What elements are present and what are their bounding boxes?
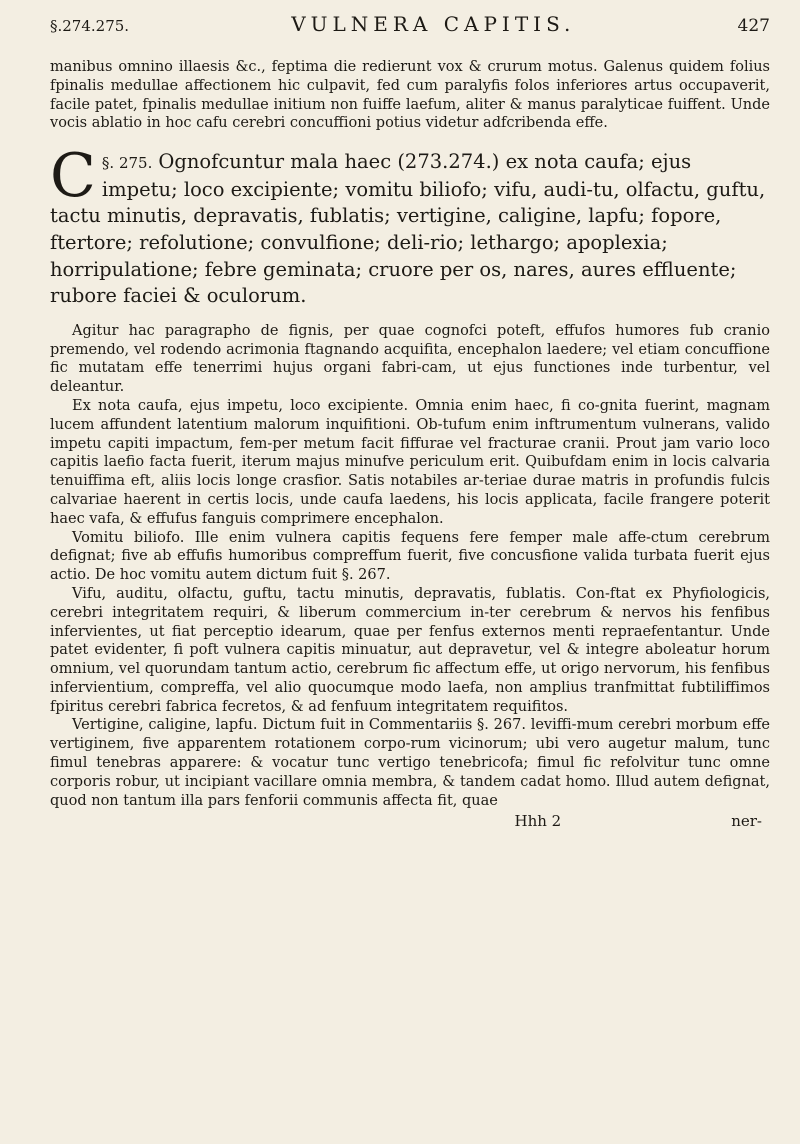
running-title: VULNERA CAPITIS. (291, 12, 576, 36)
commentary-paragraph: Vifu, auditu, olfactu, guftu, tactu minutis, depravatis, fublatis. Con-ftat ex Phyfiologicis, cerebri integritatem requiri, & liberum commercium in-ter cerebrum & nervos his fenfibus infervientes, ut fiat perceptio idearum, quae per fenfus externos menti repraefentantur. Unde patet evidenter, fi poft vulnera capitis minuatur, aut depravetur, vel & integre aboleatur horum omnium, vel quorundam tantum actio, cerebrum fic affectum effe, ut origo nervorum, his fenfibus infervientium, compreffa, vel alio quocumque modo laefa, non amplius tranfmittat fubtiliffimos fpiritus cerebri fabrica fecretos, & ad fenfuum integritatem requifitos. (50, 585, 770, 715)
aphorism-text: Ognofcuntur mala haec (273.274.) ex nota caufa; ejus impetu; loco excipiente; vomitu biliofo; vifu, audi-tu, olfactu, guftu, tactu minutis, depravatis, fublatis; vertigine, caligine, lapfu; fopore, ftertore; refolutione; convulfione; deli-rio; lethargo; apoplexia; horripulatione; febre geminata; cruore per os, nares, aures effluente; rubore faciei & oculorum. (50, 150, 766, 308)
commentary-paragraph: Vertigine, caligine, lapfu. Dictum fuit in Commentariis §. 267. leviffi-mum cerebri morbum effe vertiginem, five apparentem rotationem corpo-rum vicinorum; ubi vero augetur malum, tunc fimul tenebras apparere: & vocatur tunc vertigo tenebricofa; fimul fic refolvitur tunc omne corporis robur, ut incipiant vacillare omnia membra, & tandem cadat homo. Illud autem defignat, quod non tantum illa pars fenforii communis affecta fit, quae (50, 717, 770, 809)
page-number: 427 (737, 16, 770, 36)
section-range: §.274.275. (50, 17, 130, 35)
running-header (50, 12, 770, 58)
signature-mark: Hhh 2 (514, 812, 562, 831)
commentary-paragraph: Agitur hac paragrapho de fignis, per quae cognofci poteft, effufos humores fub cranio premendo, vel rodendo acrimonia ftagnando acquifita, encephalon laedere; vel etiam concuffione fic mutatam effe tenerrimi hujus organi fabri-cam, ut ejus functiones inde turbentur, vel deleantur. (50, 322, 770, 396)
catchword: ner- (731, 812, 762, 831)
paragraph-continuation: manibus omnino illaesis &c., feptima die redierunt vox & crurum motus. Galenus quidem folius fpinalis medullae affectionem hic culpavit, fed cum paralyfis folos inferiores artus occupaverit, facile patet, fpinalis medullae initium non fuiffe laefum, aliter & manus paralyticae fuiffent. Unde vocis ablatio in hoc cafu cerebri concuffioni potius videtur adfcribenda effe. (50, 59, 770, 132)
commentary-paragraph: Ex nota caufa, ejus impetu, loco excipiente. Omnia enim haec, fi co-gnita fuerint, magnam lucem affundent latentium malorum inquifitioni. Ob-tufum enim inftrumentum vulnerans, valido impetu capiti impactum, fem-per metum facit fiffurae vel fracturae cranii. Prout jam vario loco capitis laefio facta fuerit, iterum majus minufve periculum erit. Quibufdam enim in locis calvaria tenuiffima eft, aliis locis longe crasfior. Satis notabiles ar-teriae durae matris in profundis fulcis calvariae haerent in certis locis, unde caufa laedens, his locis applicata, facile frangere poterit haec vafa, & effufus fanguis comprimere encephalon. (50, 397, 770, 527)
drop-cap: C (50, 141, 96, 212)
page-footer (50, 812, 770, 830)
section-number: §. 275. (101, 154, 153, 173)
commentary-paragraph: Vomitu biliofo. Ille enim vulnera capitis fequens fere femper male affe-ctum cerebrum defignat; five ab effufis humoribus compreffum fuerit, five concusfione valida turbata fuerit ejus actio. De hoc vomitu autem dictum fuit §. 267. (50, 529, 770, 584)
aphorism-275 (50, 141, 770, 310)
